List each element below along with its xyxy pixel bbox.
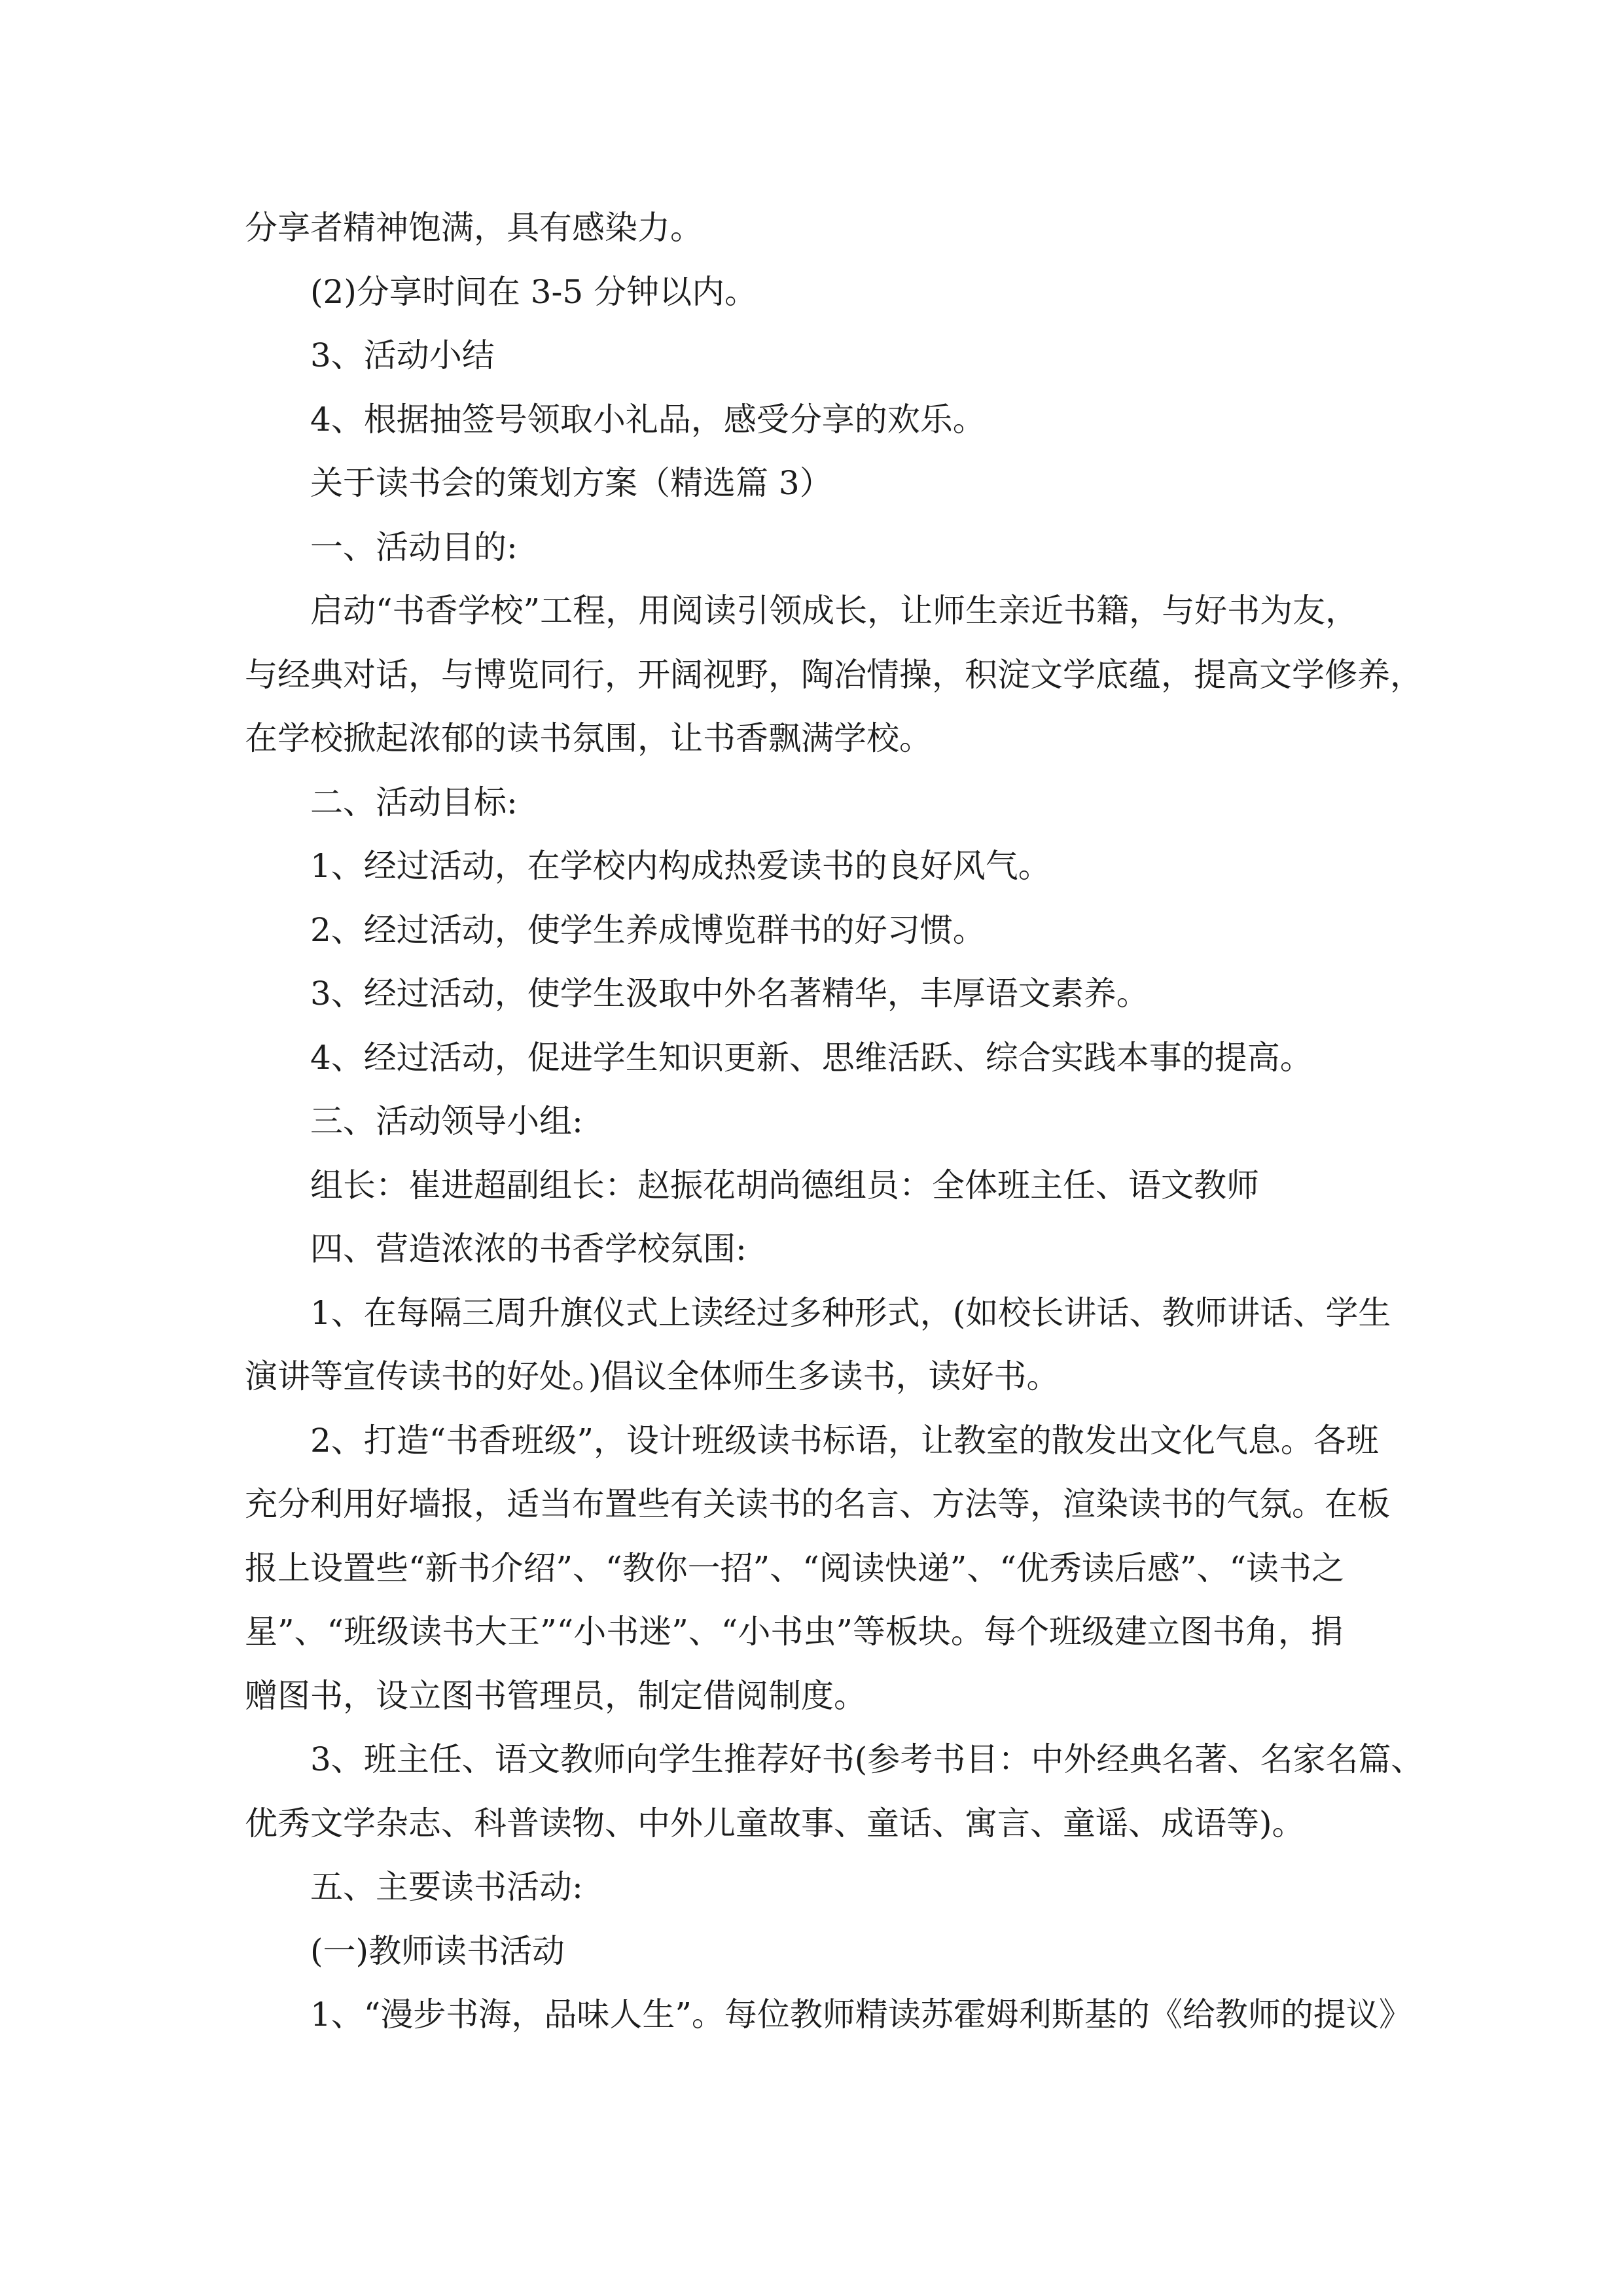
text-line: 四、营造浓浓的书香学校氛围: bbox=[310, 1230, 747, 1268]
text-line: 4、经过活动，促进学生知识更新、思维活跃、综合实践本事的提高。 bbox=[310, 1038, 1313, 1077]
text-line: 一、活动目的: bbox=[310, 528, 518, 566]
text-line: (2)分享时间在 3-5 分钟以内。 bbox=[310, 272, 758, 311]
text-line: 星”、“班级读书大王”“小书迷”、“小书虫”等板块。每个班级建立图书角，捐 bbox=[245, 1613, 1344, 1651]
text-line: 启动“书香学校”工程，用阅读引领成长，让师生亲近书籍，与好书为友， bbox=[310, 592, 1359, 630]
text-line: 三、活动领导小组: bbox=[310, 1102, 583, 1140]
text-line: 二、活动目标: bbox=[310, 783, 518, 821]
text-line: 组长：崔进超副组长：赵振花胡尚德组员：全体班主任、语文教师 bbox=[310, 1166, 1259, 1204]
text-line: 报上设置些“新书介绍”、“教你一招”、“阅读快递”、“优秀读后感”、“读书之 bbox=[245, 1549, 1345, 1587]
text-line: 赠图书，设立图书管理员，制定借阅制度。 bbox=[245, 1676, 866, 1715]
text-line: 3、经过活动，使学生汲取中外名著精华，丰厚语文素养。 bbox=[310, 975, 1149, 1013]
text-line: 优秀文学杂志、科普读物、中外儿童故事、童话、寓言、童谣、成语等)。 bbox=[245, 1804, 1305, 1842]
text-line: 2、经过活动，使学生养成博览群书的好习惯。 bbox=[310, 910, 986, 949]
text-line: 在学校掀起浓郁的读书氛围，让书香飘满学校。 bbox=[245, 719, 932, 757]
text-line: 分享者精神饱满，具有感染力。 bbox=[245, 209, 703, 247]
text-line: 3、活动小结 bbox=[310, 336, 495, 374]
text-line: 1、“漫步书海，品味人生”。每位教师精读苏霍姆利斯基的《给教师的提议》 bbox=[310, 1996, 1412, 2034]
text-line: 3、班主任、语文教师向学生推荐好书(参考书目：中外经典名著、名家名篇、 bbox=[310, 1740, 1424, 1778]
document-body bbox=[245, 196, 1424, 2047]
text-line: 关于读书会的策划方案（精选篇 3） bbox=[310, 464, 832, 502]
text-line: 与经典对话，与博览同行，开阔视野，陶冶情操，积淀文学底蕴，提高文学修养， bbox=[245, 655, 1423, 694]
text-line: 1、在每隔三周升旗仪式上读经过多种形式，(如校长讲话、教师讲话、学生 bbox=[310, 1293, 1391, 1332]
text-line: 五、主要读书活动: bbox=[310, 1868, 583, 1906]
text-line: 充分利用好墙报，适当布置些有关读书的名言、方法等，渲染读书的气氛。在板 bbox=[245, 1485, 1390, 1523]
text-line: 1、经过活动，在学校内构成热爱读书的良好风气。 bbox=[310, 847, 1051, 885]
text-line: 演讲等宣传读书的好处。)倡议全体师生多读书，读好书。 bbox=[245, 1357, 1060, 1395]
text-line: (一)教师读书活动 bbox=[310, 1931, 565, 1970]
text-line: 2、打造“书香班级”，设计班级读书标语，让教室的散发出文化气息。各班 bbox=[310, 1421, 1379, 1460]
text-line: 4、根据抽签号领取小礼品，感受分享的欢乐。 bbox=[310, 400, 986, 439]
